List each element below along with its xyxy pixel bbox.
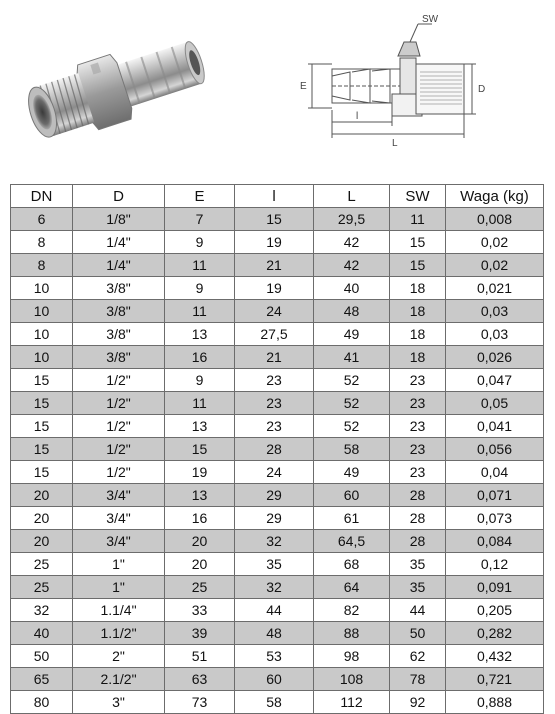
cell-d: 1" <box>73 576 165 599</box>
cell-d: 3/8" <box>73 277 165 300</box>
cell-dn: 50 <box>11 645 73 668</box>
table-row <box>11 392 544 415</box>
cell-d: 1/2" <box>73 392 165 415</box>
cell-l-small: 53 <box>235 645 314 668</box>
cell-dn: 10 <box>11 346 73 369</box>
cell-weight: 0,02 <box>446 231 544 254</box>
cell-l-big: 88 <box>314 622 390 645</box>
cell-sw: 23 <box>390 438 446 461</box>
cell-weight: 0,041 <box>446 415 544 438</box>
table-row <box>11 507 544 530</box>
table-row <box>11 208 544 231</box>
cell-l-big: 48 <box>314 300 390 323</box>
cell-weight: 0,091 <box>446 576 544 599</box>
cell-e: 16 <box>165 507 235 530</box>
cell-d: 1/4" <box>73 231 165 254</box>
cell-dn: 8 <box>11 254 73 277</box>
cell-l-big: 41 <box>314 346 390 369</box>
cell-weight: 0,03 <box>446 300 544 323</box>
cell-sw: 28 <box>390 507 446 530</box>
cell-l-small: 27,5 <box>235 323 314 346</box>
cell-sw: 18 <box>390 277 446 300</box>
cell-d: 2.1/2" <box>73 668 165 691</box>
cell-dn: 15 <box>11 392 73 415</box>
cell-sw: 23 <box>390 392 446 415</box>
cell-weight: 0,084 <box>446 530 544 553</box>
table-row <box>11 277 544 300</box>
cell-weight: 0,008 <box>446 208 544 231</box>
cell-e: 11 <box>165 392 235 415</box>
cell-weight: 0,721 <box>446 668 544 691</box>
cell-l-small: 23 <box>235 415 314 438</box>
cell-l-big: 64,5 <box>314 530 390 553</box>
cell-weight: 0,888 <box>446 691 544 714</box>
cell-d: 3/4" <box>73 507 165 530</box>
table-row <box>11 438 544 461</box>
cell-weight: 0,026 <box>446 346 544 369</box>
label-l-small: l <box>356 111 359 122</box>
cell-e: 9 <box>165 231 235 254</box>
cell-e: 20 <box>165 553 235 576</box>
cell-l-small: 21 <box>235 346 314 369</box>
table-row <box>11 231 544 254</box>
cell-e: 39 <box>165 622 235 645</box>
cell-e: 25 <box>165 576 235 599</box>
cell-l-small: 58 <box>235 691 314 714</box>
cell-dn: 40 <box>11 622 73 645</box>
cell-sw: 35 <box>390 553 446 576</box>
cell-sw: 28 <box>390 530 446 553</box>
cell-e: 16 <box>165 346 235 369</box>
cell-l-big: 108 <box>314 668 390 691</box>
cell-e: 73 <box>165 691 235 714</box>
cell-l-big: 98 <box>314 645 390 668</box>
cell-sw: 23 <box>390 461 446 484</box>
cell-d: 1" <box>73 553 165 576</box>
cell-sw: 18 <box>390 300 446 323</box>
cell-e: 9 <box>165 369 235 392</box>
label-e: E <box>300 81 307 92</box>
cell-dn: 15 <box>11 438 73 461</box>
cell-weight: 0,056 <box>446 438 544 461</box>
header-weight: Waga (kg) <box>446 185 544 208</box>
table-row <box>11 415 544 438</box>
cell-l-small: 23 <box>235 369 314 392</box>
cell-l-small: 48 <box>235 622 314 645</box>
cell-l-small: 35 <box>235 553 314 576</box>
cell-e: 11 <box>165 254 235 277</box>
cell-dn: 25 <box>11 553 73 576</box>
cell-d: 1/2" <box>73 415 165 438</box>
cell-l-big: 49 <box>314 323 390 346</box>
cell-l-small: 32 <box>235 576 314 599</box>
cell-l-small: 21 <box>235 254 314 277</box>
cell-d: 1/2" <box>73 461 165 484</box>
cell-l-big: 112 <box>314 691 390 714</box>
table-row <box>11 254 544 277</box>
cell-l-big: 49 <box>314 461 390 484</box>
cell-d: 1/4" <box>73 254 165 277</box>
cell-e: 11 <box>165 300 235 323</box>
cell-dn: 15 <box>11 461 73 484</box>
header-l-small: l <box>235 185 314 208</box>
cell-weight: 0,02 <box>446 254 544 277</box>
cell-weight: 0,205 <box>446 599 544 622</box>
cell-dn: 10 <box>11 323 73 346</box>
dimensions-table-container <box>10 184 543 714</box>
cell-sw: 18 <box>390 346 446 369</box>
table-row <box>11 553 544 576</box>
cell-e: 63 <box>165 668 235 691</box>
cell-d: 1/2" <box>73 438 165 461</box>
table-row <box>11 599 544 622</box>
cell-l-big: 58 <box>314 438 390 461</box>
cell-l-big: 60 <box>314 484 390 507</box>
cell-l-big: 52 <box>314 415 390 438</box>
cell-weight: 0,282 <box>446 622 544 645</box>
cell-e: 19 <box>165 461 235 484</box>
cell-sw: 50 <box>390 622 446 645</box>
cell-sw: 44 <box>390 599 446 622</box>
table-row <box>11 461 544 484</box>
header-sw: SW <box>390 185 446 208</box>
cell-weight: 0,05 <box>446 392 544 415</box>
cell-e: 7 <box>165 208 235 231</box>
table-row <box>11 576 544 599</box>
table-row <box>11 645 544 668</box>
table-row <box>11 668 544 691</box>
label-l-big: L <box>392 138 398 149</box>
cell-l-small: 60 <box>235 668 314 691</box>
table-row <box>11 300 544 323</box>
cell-dn: 80 <box>11 691 73 714</box>
table-body <box>11 208 544 714</box>
cell-l-big: 40 <box>314 277 390 300</box>
cell-l-small: 19 <box>235 231 314 254</box>
technical-drawing <box>292 14 492 149</box>
cell-sw: 11 <box>390 208 446 231</box>
cell-sw: 23 <box>390 369 446 392</box>
cell-e: 20 <box>165 530 235 553</box>
cell-d: 3/8" <box>73 346 165 369</box>
cell-l-small: 19 <box>235 277 314 300</box>
cell-dn: 15 <box>11 369 73 392</box>
table-row <box>11 369 544 392</box>
cell-sw: 15 <box>390 231 446 254</box>
cell-l-big: 42 <box>314 254 390 277</box>
cell-dn: 10 <box>11 300 73 323</box>
cell-weight: 0,047 <box>446 369 544 392</box>
cell-l-big: 42 <box>314 231 390 254</box>
cell-e: 13 <box>165 415 235 438</box>
cell-d: 1/8" <box>73 208 165 231</box>
table-row <box>11 346 544 369</box>
cell-sw: 92 <box>390 691 446 714</box>
cell-l-small: 44 <box>235 599 314 622</box>
cell-weight: 0,04 <box>446 461 544 484</box>
cell-e: 9 <box>165 277 235 300</box>
cell-dn: 20 <box>11 507 73 530</box>
cell-dn: 20 <box>11 530 73 553</box>
cell-weight: 0,12 <box>446 553 544 576</box>
cell-l-small: 29 <box>235 507 314 530</box>
cell-sw: 15 <box>390 254 446 277</box>
cell-l-small: 28 <box>235 438 314 461</box>
table-row <box>11 622 544 645</box>
cell-weight: 0,03 <box>446 323 544 346</box>
cell-dn: 25 <box>11 576 73 599</box>
cell-e: 13 <box>165 484 235 507</box>
cell-e: 13 <box>165 323 235 346</box>
cell-d: 1.1/2" <box>73 622 165 645</box>
label-sw: SW <box>422 14 439 25</box>
table-row <box>11 530 544 553</box>
cell-d: 3/8" <box>73 300 165 323</box>
header-dn: DN <box>11 185 73 208</box>
cell-d: 3/4" <box>73 530 165 553</box>
cell-dn: 15 <box>11 415 73 438</box>
table-row <box>11 323 544 346</box>
cell-dn: 65 <box>11 668 73 691</box>
cell-l-big: 29,5 <box>314 208 390 231</box>
cell-sw: 62 <box>390 645 446 668</box>
cell-sw: 78 <box>390 668 446 691</box>
header-d: D <box>73 185 165 208</box>
cell-sw: 35 <box>390 576 446 599</box>
cell-l-small: 23 <box>235 392 314 415</box>
cell-l-big: 52 <box>314 369 390 392</box>
cell-l-small: 24 <box>235 300 314 323</box>
cell-weight: 0,021 <box>446 277 544 300</box>
cell-weight: 0,073 <box>446 507 544 530</box>
cell-d: 3/8" <box>73 323 165 346</box>
cell-dn: 6 <box>11 208 73 231</box>
cell-l-big: 61 <box>314 507 390 530</box>
cell-l-small: 32 <box>235 530 314 553</box>
cell-sw: 18 <box>390 323 446 346</box>
table-header-row <box>11 185 544 208</box>
cell-dn: 32 <box>11 599 73 622</box>
cell-sw: 28 <box>390 484 446 507</box>
label-d: D <box>478 84 486 95</box>
cell-l-big: 52 <box>314 392 390 415</box>
cell-dn: 10 <box>11 277 73 300</box>
cell-dn: 20 <box>11 484 73 507</box>
dimensions-table <box>10 184 544 714</box>
cell-d: 2" <box>73 645 165 668</box>
header-e: E <box>165 185 235 208</box>
product-photo <box>10 20 230 160</box>
cell-weight: 0,432 <box>446 645 544 668</box>
cell-l-small: 24 <box>235 461 314 484</box>
cell-d: 1/2" <box>73 369 165 392</box>
cell-l-big: 64 <box>314 576 390 599</box>
cell-e: 51 <box>165 645 235 668</box>
cell-l-big: 68 <box>314 553 390 576</box>
cell-l-small: 29 <box>235 484 314 507</box>
cell-l-small: 15 <box>235 208 314 231</box>
cell-d: 3" <box>73 691 165 714</box>
cell-sw: 23 <box>390 415 446 438</box>
cell-weight: 0,071 <box>446 484 544 507</box>
cell-d: 1.1/4" <box>73 599 165 622</box>
cell-e: 33 <box>165 599 235 622</box>
cell-dn: 8 <box>11 231 73 254</box>
cell-d: 3/4" <box>73 484 165 507</box>
table-row <box>11 484 544 507</box>
cell-l-big: 82 <box>314 599 390 622</box>
cell-e: 15 <box>165 438 235 461</box>
header-l-big: L <box>314 185 390 208</box>
